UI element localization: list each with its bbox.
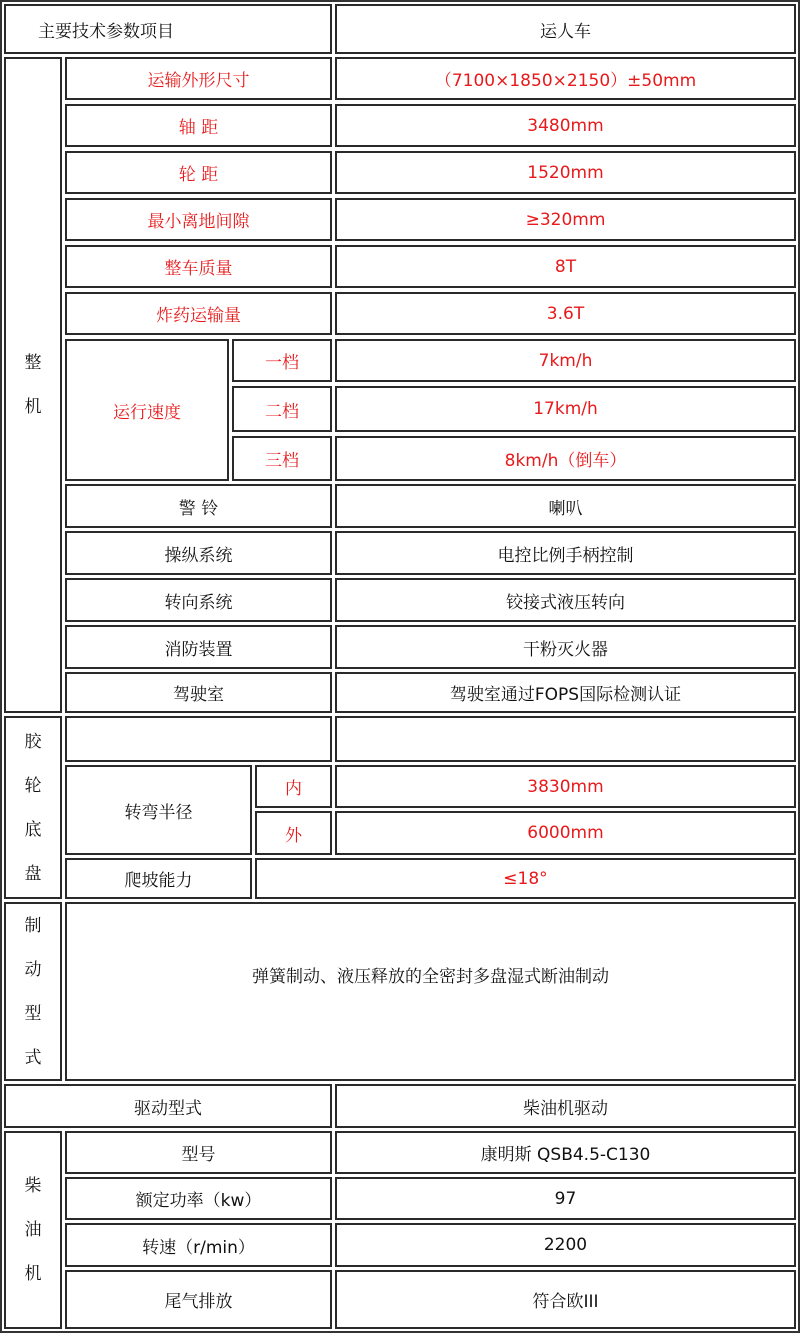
param-name: 驾驶室 bbox=[65, 672, 332, 713]
param-value: ≥320mm bbox=[335, 198, 796, 241]
param-name: 轴 距 bbox=[65, 104, 332, 147]
gear-speed: 8km/h（倒车） bbox=[335, 436, 796, 481]
section-label-brake bbox=[4, 902, 62, 1081]
param-name: 操纵系统 bbox=[65, 531, 332, 575]
section-label-char: 柴 bbox=[24, 1176, 42, 1196]
turning-inner-value: 3830mm bbox=[335, 765, 796, 808]
param-name: 轮 距 bbox=[65, 151, 332, 194]
gear-speed: 7km/h bbox=[335, 339, 796, 382]
engine-param-value: 符合欧III bbox=[335, 1270, 796, 1329]
param-name-turning: 转弯半径 bbox=[65, 765, 252, 855]
turning-inner-label: 内 bbox=[255, 765, 332, 808]
header-label: 主要技术参数项目 bbox=[4, 4, 332, 54]
section-label-char: 式 bbox=[24, 1047, 42, 1068]
param-value: 喇叭 bbox=[335, 484, 796, 528]
gear-label: 二档 bbox=[232, 386, 332, 432]
param-name-speed: 运行速度 bbox=[65, 339, 229, 481]
param-name: 整车质量 bbox=[65, 245, 332, 288]
param-name: 运输外形尺寸 bbox=[65, 57, 332, 100]
engine-param-value: 2200 bbox=[335, 1223, 796, 1267]
param-value: 电控比例手柄控制 bbox=[335, 531, 796, 575]
param-value: 1520mm bbox=[335, 151, 796, 194]
section-label-char: 盘 bbox=[24, 863, 42, 884]
engine-param-name: 尾气排放 bbox=[65, 1270, 332, 1329]
engine-param-value: 康明斯 QSB4.5-C130 bbox=[335, 1131, 796, 1174]
param-value: （7100×1850×2150）±50mm bbox=[335, 57, 796, 100]
param-name-climb: 爬坡能力 bbox=[65, 858, 252, 899]
param-name: 消防装置 bbox=[65, 625, 332, 669]
brake-value: 弹簧制动、液压释放的全密封多盘湿式断油制动 bbox=[65, 902, 796, 1081]
section-label-char: 底 bbox=[24, 819, 42, 840]
section-label-char: 胶 bbox=[24, 731, 42, 752]
param-value: 8T bbox=[335, 245, 796, 288]
climb-value: ≤18° bbox=[255, 858, 796, 899]
empty-cell bbox=[65, 716, 332, 762]
gear-label: 一档 bbox=[232, 339, 332, 382]
gear-label: 三档 bbox=[232, 436, 332, 481]
param-name: 转向系统 bbox=[65, 578, 332, 622]
param-value: 3.6T bbox=[335, 292, 796, 335]
section-label-char: 机 bbox=[24, 397, 42, 417]
section-label-engine bbox=[4, 1131, 62, 1329]
section-label-char: 制 bbox=[24, 915, 42, 936]
turning-outer-value: 6000mm bbox=[335, 811, 796, 855]
engine-param-name: 额定功率（kw） bbox=[65, 1177, 332, 1220]
param-name: 炸药运输量 bbox=[65, 292, 332, 335]
engine-param-name: 型号 bbox=[65, 1131, 332, 1174]
engine-param-value: 97 bbox=[335, 1177, 796, 1220]
drive-value: 柴油机驱动 bbox=[335, 1084, 796, 1128]
engine-param-name: 转速（r/min） bbox=[65, 1223, 332, 1267]
section-label-char: 动 bbox=[24, 959, 42, 980]
param-value: 驾驶室通过FOPS国际检测认证 bbox=[335, 672, 796, 713]
section-label-char: 油 bbox=[24, 1220, 42, 1240]
param-value: 3480mm bbox=[335, 104, 796, 147]
param-value: 铰接式液压转向 bbox=[335, 578, 796, 622]
gear-speed: 17km/h bbox=[335, 386, 796, 432]
section-label-char: 型 bbox=[24, 1003, 42, 1024]
section-label-whole-machine bbox=[4, 57, 62, 713]
turning-outer-label: 外 bbox=[255, 811, 332, 855]
param-name: 警 铃 bbox=[65, 484, 332, 528]
header-vehicle-type: 运人车 bbox=[335, 4, 796, 54]
drive-label: 驱动型式 bbox=[4, 1084, 332, 1128]
section-label-chassis bbox=[4, 716, 62, 899]
param-value: 干粉灭火器 bbox=[335, 625, 796, 669]
param-name: 最小离地间隙 bbox=[65, 198, 332, 241]
empty-cell bbox=[335, 716, 796, 762]
section-label-char: 机 bbox=[24, 1264, 42, 1284]
section-label-char: 轮 bbox=[24, 775, 42, 796]
section-label-char: 整 bbox=[24, 353, 42, 373]
